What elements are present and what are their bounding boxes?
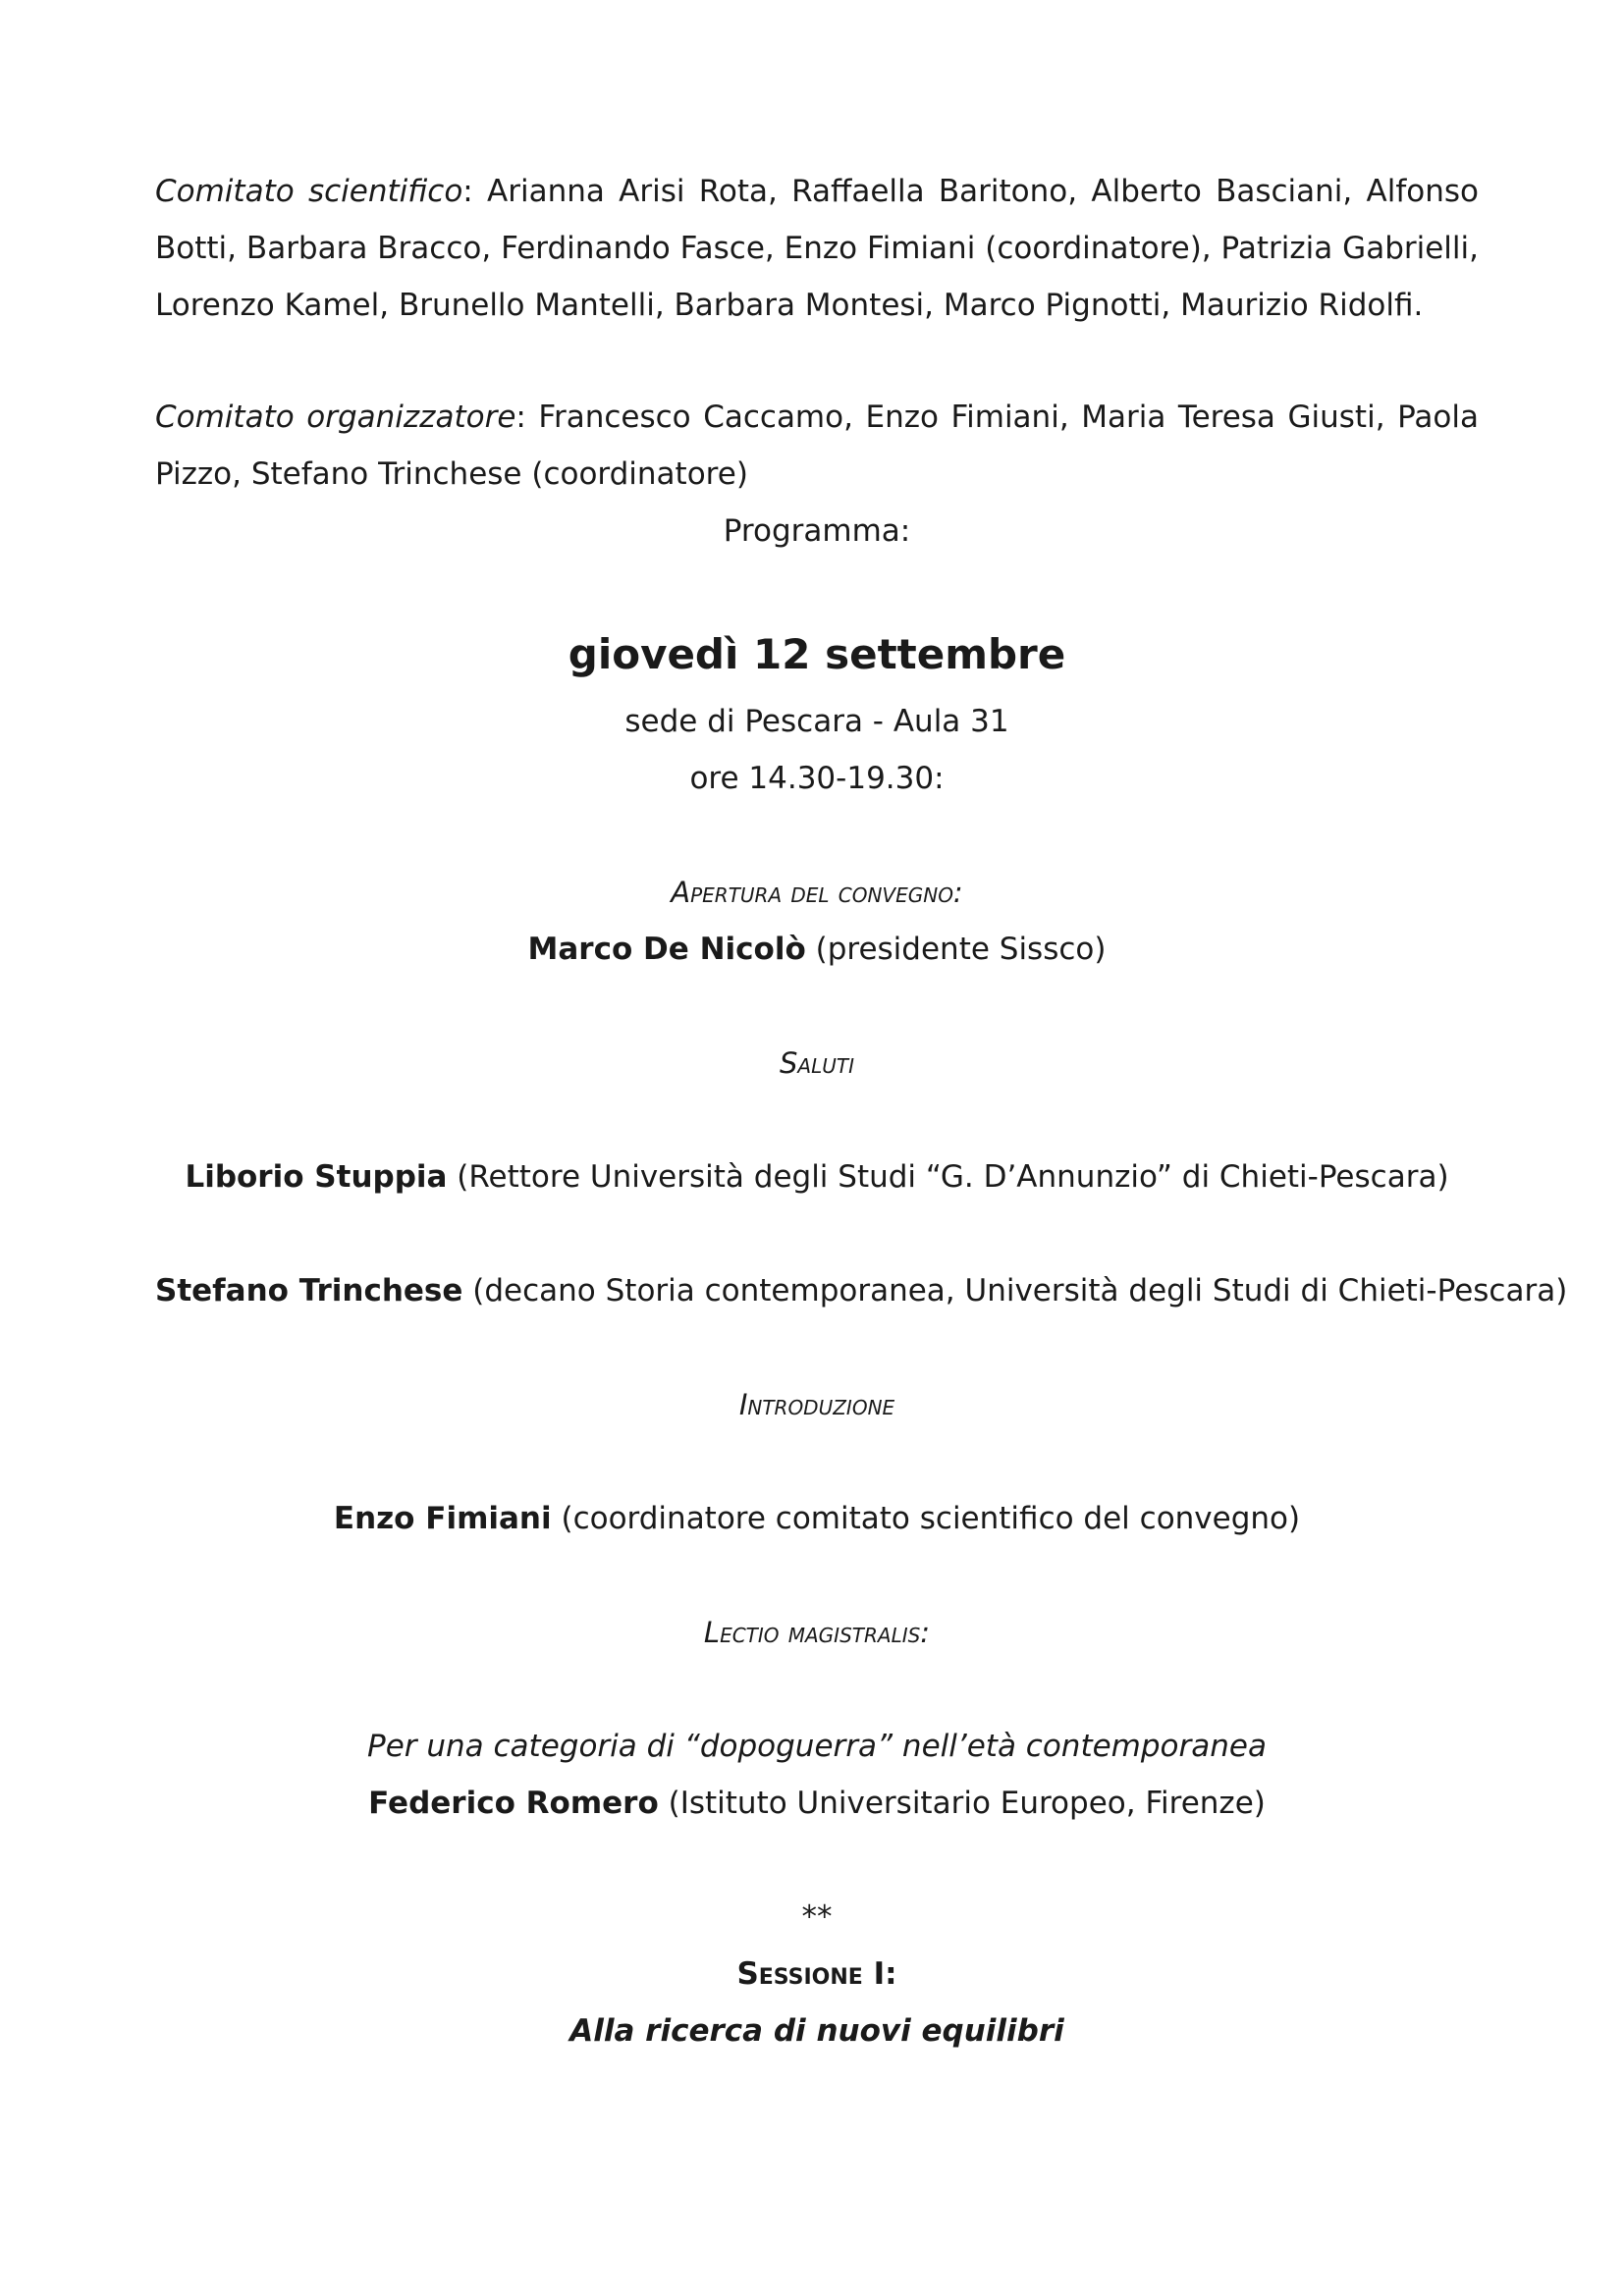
venue-line: sede di Pescara - Aula 31 <box>624 704 1009 739</box>
session-label: Sessione I: <box>736 1956 897 1992</box>
hours-line: ore 14.30-19.30: <box>689 761 945 796</box>
lectio-speaker <box>155 1775 1479 1832</box>
greeting-speaker-role: (decano Storia contemporanea, Università degli Studi di Chieti-Pescara) <box>462 1273 1568 1308</box>
introduction-speaker <box>155 1490 1479 1547</box>
opening-speaker-role: (presidente Sissco) <box>805 932 1107 967</box>
section-separator: ** <box>801 1899 833 1935</box>
introduction-label: Introduzione <box>738 1388 895 1421</box>
scientific-committee-paragraph <box>155 163 1479 334</box>
scientific-committee-label: Comitato scientifico <box>155 174 463 209</box>
lectio-speaker-role: (Istituto Universitario Europeo, Firenze) <box>658 1786 1266 1821</box>
introduction-speaker-name: Enzo Fimiani <box>333 1501 552 1536</box>
greeting-speaker-name: Stefano Trinchese <box>155 1273 463 1308</box>
opening-label: Apertura del convegno: <box>671 876 963 909</box>
lectio-label: Lectio magistralis: <box>703 1616 931 1649</box>
greeting-speaker-name: Liborio Stuppia <box>185 1159 448 1195</box>
day-heading: giovedì 12 settembre <box>568 630 1066 678</box>
organizing-committee-paragraph <box>155 389 1479 503</box>
greeting-speaker <box>155 1262 1568 1319</box>
opening-speaker <box>155 921 1479 978</box>
greetings-label: Saluti <box>780 1046 854 1080</box>
programme-heading: Programma: <box>723 513 911 549</box>
introduction-speaker-role: (coordinatore comitato scientifico del convegno) <box>551 1501 1301 1536</box>
greeting-speaker-role: (Rettore Università degli Studi “G. D’Annunzio” di Chieti-Pescara) <box>447 1159 1449 1195</box>
scientific-committee-members: : Arianna Arisi Rota, Raffaella Baritono, Alberto Basciani, Alfonso Botti, Barbara Bracco, Ferdinando Fasce, Enzo Fimiani (coordinatore), Patrizia Gabrielli, Lorenzo Kamel, Brunello Mantelli, Barbara Montesi, Marco Pignotti, Maurizio Ridolfi. <box>155 174 1479 323</box>
session-title: Alla ricerca di nuovi equilibri <box>569 2013 1064 2049</box>
organizing-committee-label: Comitato organizzatore <box>155 400 516 435</box>
organizing-committee-members: : Francesco Caccamo, Enzo Fimiani, Maria Teresa Giusti, Paola Pizzo, Stefano Trinchese (coordinatore) <box>155 400 1479 492</box>
lectio-speaker-name: Federico Romero <box>368 1786 659 1821</box>
opening-speaker-name: Marco De Nicolò <box>527 932 806 967</box>
greeting-speaker <box>155 1148 1479 1205</box>
lectio-title: Per una categoria di “dopoguerra” nell’età contemporanea <box>367 1729 1267 1764</box>
